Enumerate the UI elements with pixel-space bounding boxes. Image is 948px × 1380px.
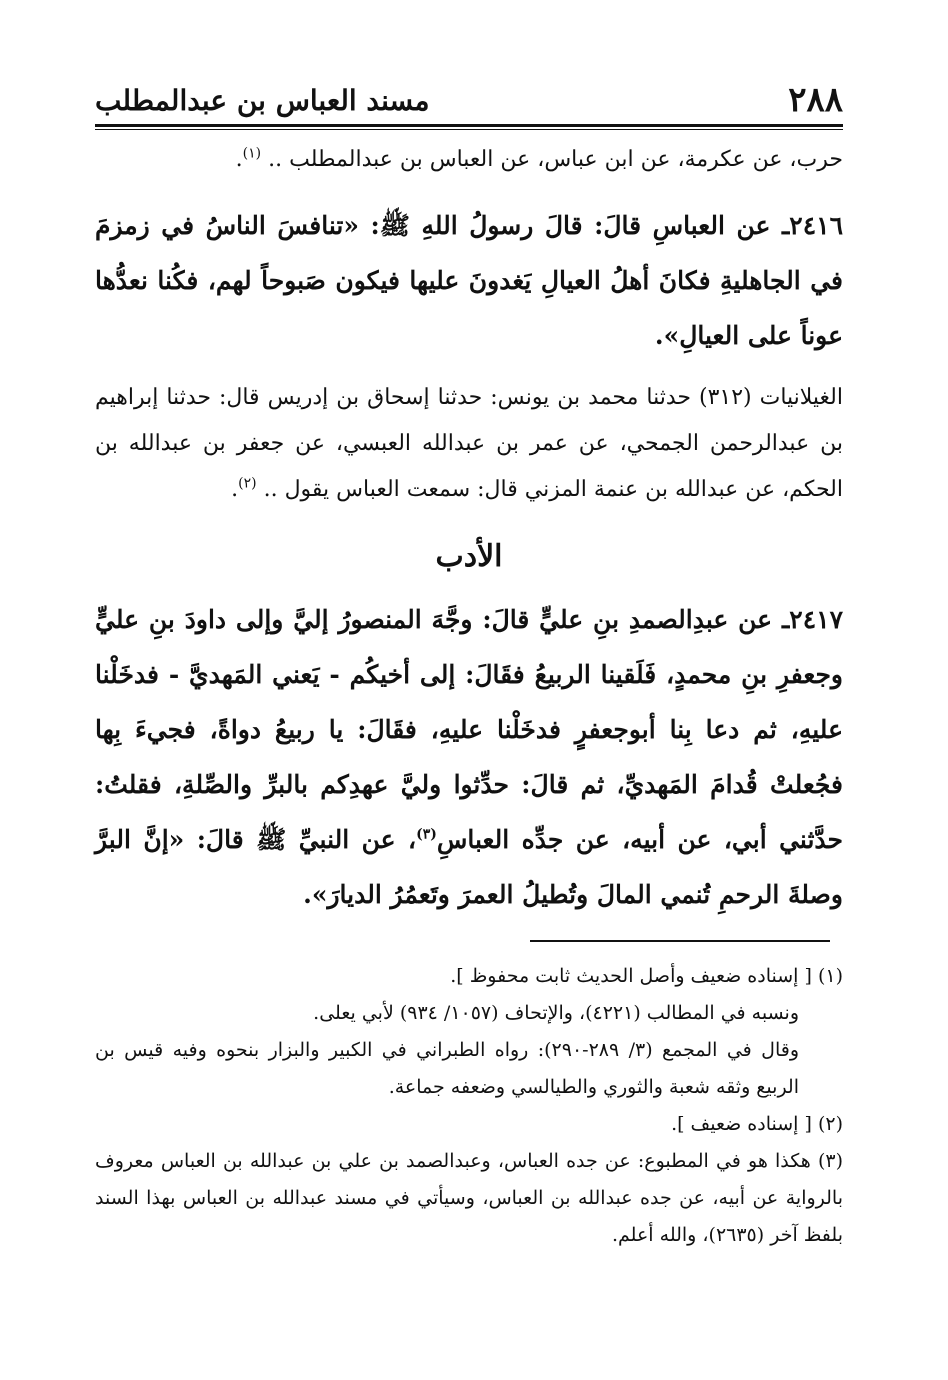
footnote-number: (٣) (817, 1150, 843, 1172)
hadith-2417 (95, 592, 843, 922)
hadith-2416: ٢٤١٦ـ عن العباسِ قالَ: قالَ رسولُ اللهِ ﷺ: «تنافسَ الناسُ في زمزمَ في الجاهليةِ فكانَ أهلُ العيالِ يَغدونَ عليها فيكون صَبوحاً لهم، فكُنا نعدُّها عوناً على العيالِ». (95, 211, 843, 350)
footnote-1 (95, 958, 843, 995)
footnote-text: ونسبه في المطالب (٤٢٢١)، والإتحاف (١٠٥٧/ ٩٣٤) لأبي يعلى. (313, 1002, 799, 1024)
page-body (95, 138, 843, 922)
section-title: الأدب (435, 539, 503, 574)
isnad-paragraph: الغيلانيات (٣١٢) حدثنا محمد بن يونس: حدثنا إسحاق بن إدريس قال: حدثنا إبراهيم بن عبدالرحمن الجمحي، عن عمر بن عبدالله العبسي، عن جعفر بن عبدالله بن الحكم، عن عبدالله بن عنمة المزني قال: سمعت العباس يقول .. $^{(٢)}$. (95, 385, 843, 502)
page-header (95, 78, 843, 124)
continuation-paragraph: حرب، عن عكرمة، عن ابن عباس، عن العباس بن عبدالمطلب .. $^{(١)}$. (235, 145, 843, 172)
header-rule-thin (95, 129, 843, 130)
footnote-number: (١) (817, 965, 843, 987)
footnote-2 (95, 1106, 843, 1143)
running-title: مسند العباس بن عبدالمطلب (95, 84, 430, 117)
footnote-text: [ إسناده ضعيف ]. (671, 1113, 812, 1135)
footnote-3 (95, 1143, 843, 1254)
footnote-text: [ إسناده ضعيف وأصل الحديث ثابت محفوظ ]. (450, 965, 812, 987)
footnote-text: هكذا هو في المطبوع: عن جده العباس، وعبدالصمد بن علي بن عبدالله بن العباس معروف بالرواية عن أبيه، عن جده عبدالله بن العباس، وسيأتي في مسند عبدالله بن العباس بهذا السند بلفظ آخر (٢٦٣٥)، والله أعلم. (95, 1150, 843, 1246)
isnad-text: الغيلانيات (٣١٢) حدثنا محمد بن يونس: حدثنا إسحاق بن إدريس قال: حدثنا إبراهيم بن عبدالرحمن الجمحي، عن عمر بن عبدالله العبسي، عن جعفر بن عبدالله بن الحكم، عن عبدالله بن عنمة المزني قال: سمعت العباس يقول .. (95, 385, 843, 502)
footnote-ref: (٣) (416, 826, 437, 843)
footnote-ref: (١) (242, 145, 262, 162)
continuation-text: حرب، عن عكرمة، عن ابن عباس، عن العباس بن عبدالمطلب .. (261, 147, 843, 172)
footnote-1-line3 (95, 1032, 843, 1106)
footnotes (95, 958, 843, 1254)
footnote-ref: (٢) (238, 475, 257, 492)
page-number: ٢٨٨ (788, 80, 843, 120)
footnote-1-line2 (95, 995, 843, 1032)
footnote-separator (530, 940, 830, 942)
hadith-text-part2: ، عن النبيِّ ﷺ قالَ: «إنَّ البرَّ وصلةَ الرحمِ تُنمي المالَ وتُطيلُ العمرَ وتَعمُرُ الديارَ». (95, 825, 843, 909)
footnote-number: (٢) (817, 1113, 843, 1135)
footnote-text: وقال في المجمع (٣/ ٢٨٩-٢٩٠): رواه الطبراني في الكبير والبزار بنحوه وفيه قيس بن الربيع وثقه شعبة والثوري والطيالسي وضعفه جماعة. (95, 1039, 799, 1098)
header-rule (95, 124, 843, 127)
hadith-text-part1: ٢٤١٧ـ عن عبدِالصمدِ بنِ عليٍّ قالَ: وجَّهَ المنصورُ إليَّ وإلى داودَ بنِ عليٍّ وجعفرِ بنِ محمدٍ، فَلَقينا الربيعُ فقَالَ: إلى أخيكُم - يَعني المَهديَّ - فدخَلْنا عليهِ، ثم دعا بِنا أبوجعفرٍ فدخَلْنا عليهِ، فقَالَ: يا ربيعُ دواةً، فجيءَ بِها فجُعلتْ قُدامَ المَهديِّ، ثم قالَ: حدِّثوا وليَّ عهدِكم بالبرِّ والصِّلةِ، فقلتُ: حدَّثني أبي، عن أبيه، عن جدِّه العباسِ (95, 605, 843, 854)
